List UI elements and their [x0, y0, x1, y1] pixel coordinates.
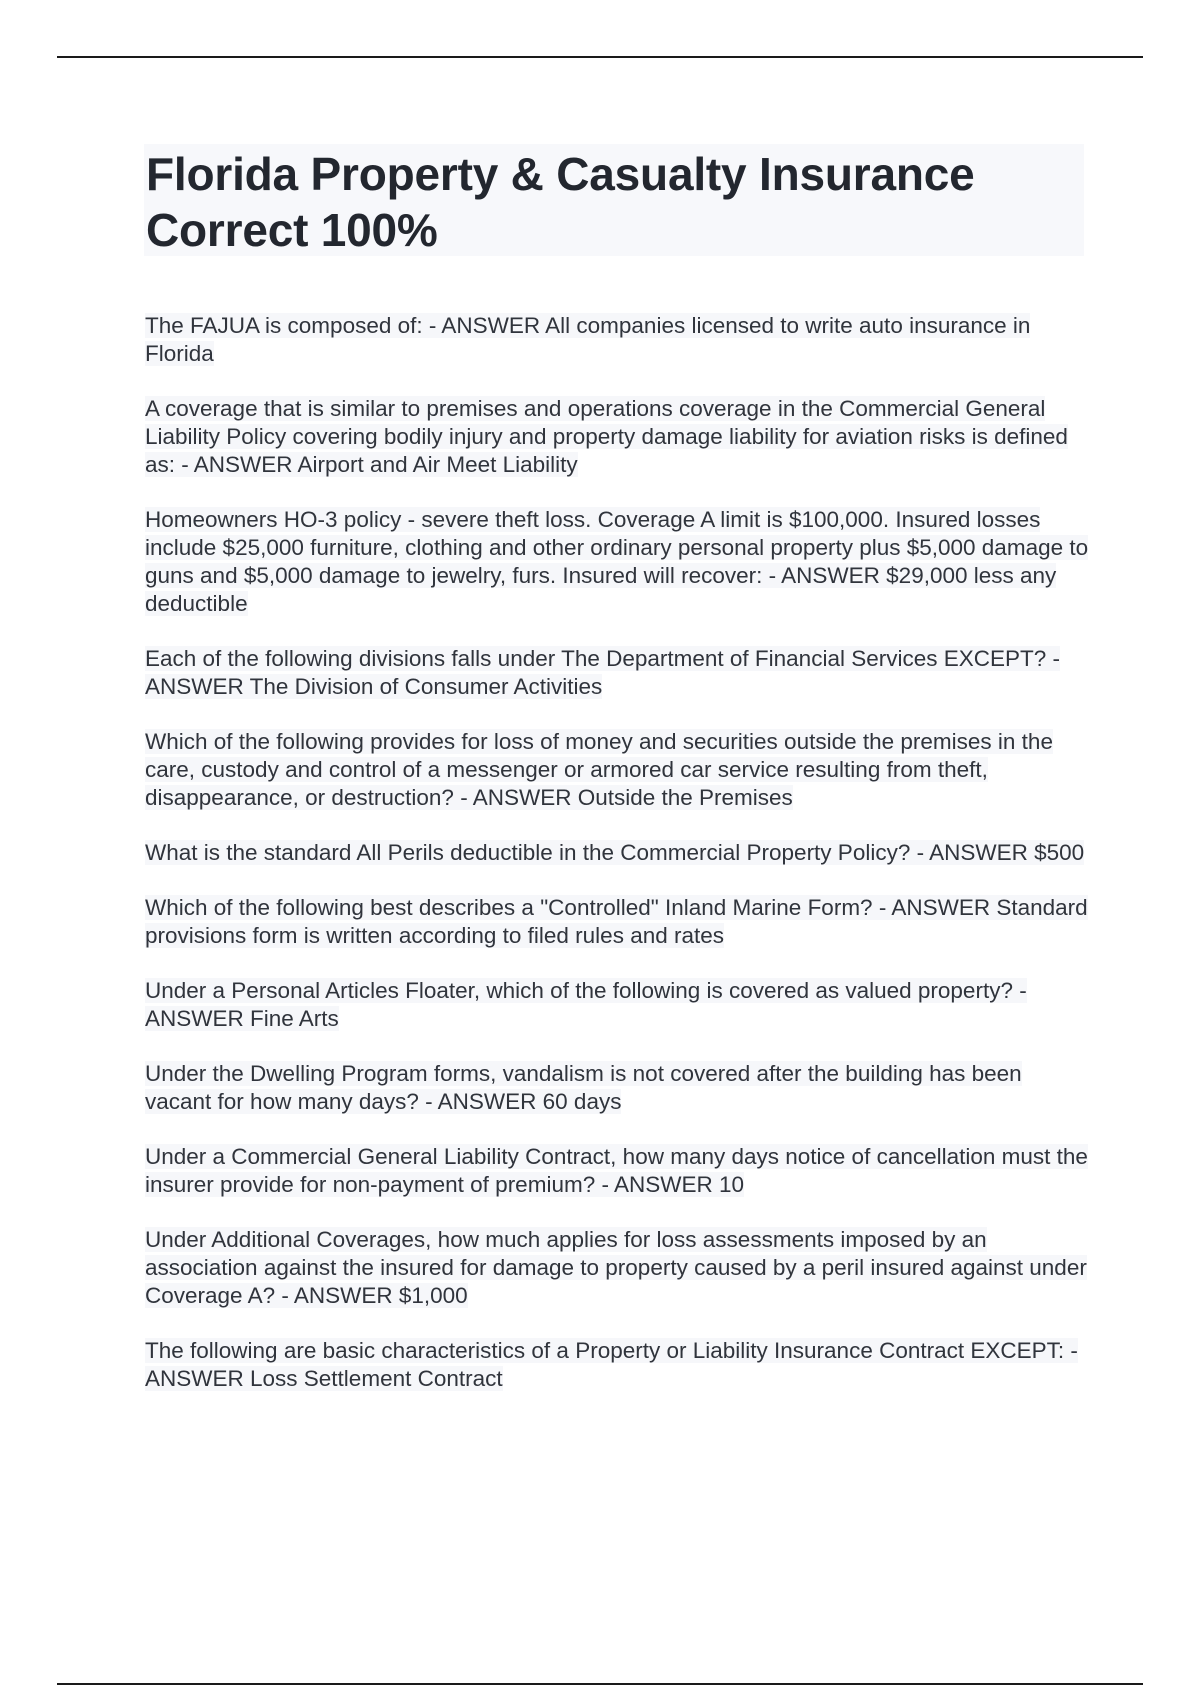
- qa-item-text: Each of the following divisions falls under The Department of Financial Services EXCEPT? - ANSWER The Division of Consumer Activities: [145, 646, 1061, 699]
- title-block: [144, 144, 1084, 256]
- qa-item: [145, 645, 1090, 701]
- qa-item: [145, 894, 1090, 950]
- qa-list: [145, 312, 1090, 1420]
- qa-item-text: Under a Commercial General Liability Contract, how many days notice of cancellation must the insurer provide for non-payment of premium? - ANSWER 10: [145, 1144, 1088, 1197]
- qa-item: [145, 1337, 1090, 1393]
- qa-item: [145, 395, 1090, 479]
- qa-item-text: What is the standard All Perils deductible in the Commercial Property Policy? - ANSWER $500: [145, 840, 1085, 865]
- qa-item-text: A coverage that is similar to premises and operations coverage in the Commercial General Liability Policy covering bodily injury and property damage liability for aviation risks is defined as: - ANSWER Airport and Air Meet Liability: [145, 396, 1068, 477]
- qa-item: [145, 312, 1090, 368]
- qa-item-text: The following are basic characteristics of a Property or Liability Insurance Contract EXCEPT: - ANSWER Loss Settlement Contract: [145, 1338, 1078, 1391]
- qa-item: [145, 728, 1090, 812]
- top-divider: [57, 56, 1143, 58]
- qa-item-text: Under the Dwelling Program forms, vandalism is not covered after the building has been vacant for how many days? - ANSWER 60 days: [145, 1061, 1022, 1114]
- qa-item: [145, 977, 1090, 1033]
- qa-item-text: Which of the following best describes a "Controlled" Inland Marine Form? - ANSWER Standard provisions form is written according to filed rules and rates: [145, 895, 1088, 948]
- qa-item: [145, 1143, 1090, 1199]
- qa-item: [145, 1060, 1090, 1116]
- qa-item-text: The FAJUA is composed of: - ANSWER All companies licensed to write auto insurance in Florida: [145, 313, 1031, 366]
- qa-item: [145, 506, 1090, 618]
- qa-item: [145, 1226, 1090, 1310]
- document-title: Florida Property & Casualty Insurance Correct 100%: [146, 148, 975, 256]
- bottom-divider: [57, 1683, 1143, 1685]
- qa-item-text: Which of the following provides for loss of money and securities outside the premises in the care, custody and control of a messenger or armored car service resulting from theft, disappearance, or destruction? - ANSWER Outside the Premises: [145, 729, 1053, 810]
- qa-item: [145, 839, 1090, 867]
- qa-item-text: Under Additional Coverages, how much applies for loss assessments imposed by an association against the insured for damage to property caused by a peril insured against under Coverage A? - ANSWER $1,000: [145, 1227, 1087, 1308]
- qa-item-text: Homeowners HO-3 policy - severe theft loss. Coverage A limit is $100,000. Insured losses include $25,000 furniture, clothing and other ordinary personal property plus $5,000 damage to guns and $5,000 damage to jewelry, furs. Insured will recover: - ANSWER $29,000 less any deductible: [145, 507, 1089, 616]
- qa-item-text: Under a Personal Articles Floater, which of the following is covered as valued property? - ANSWER Fine Arts: [145, 978, 1027, 1031]
